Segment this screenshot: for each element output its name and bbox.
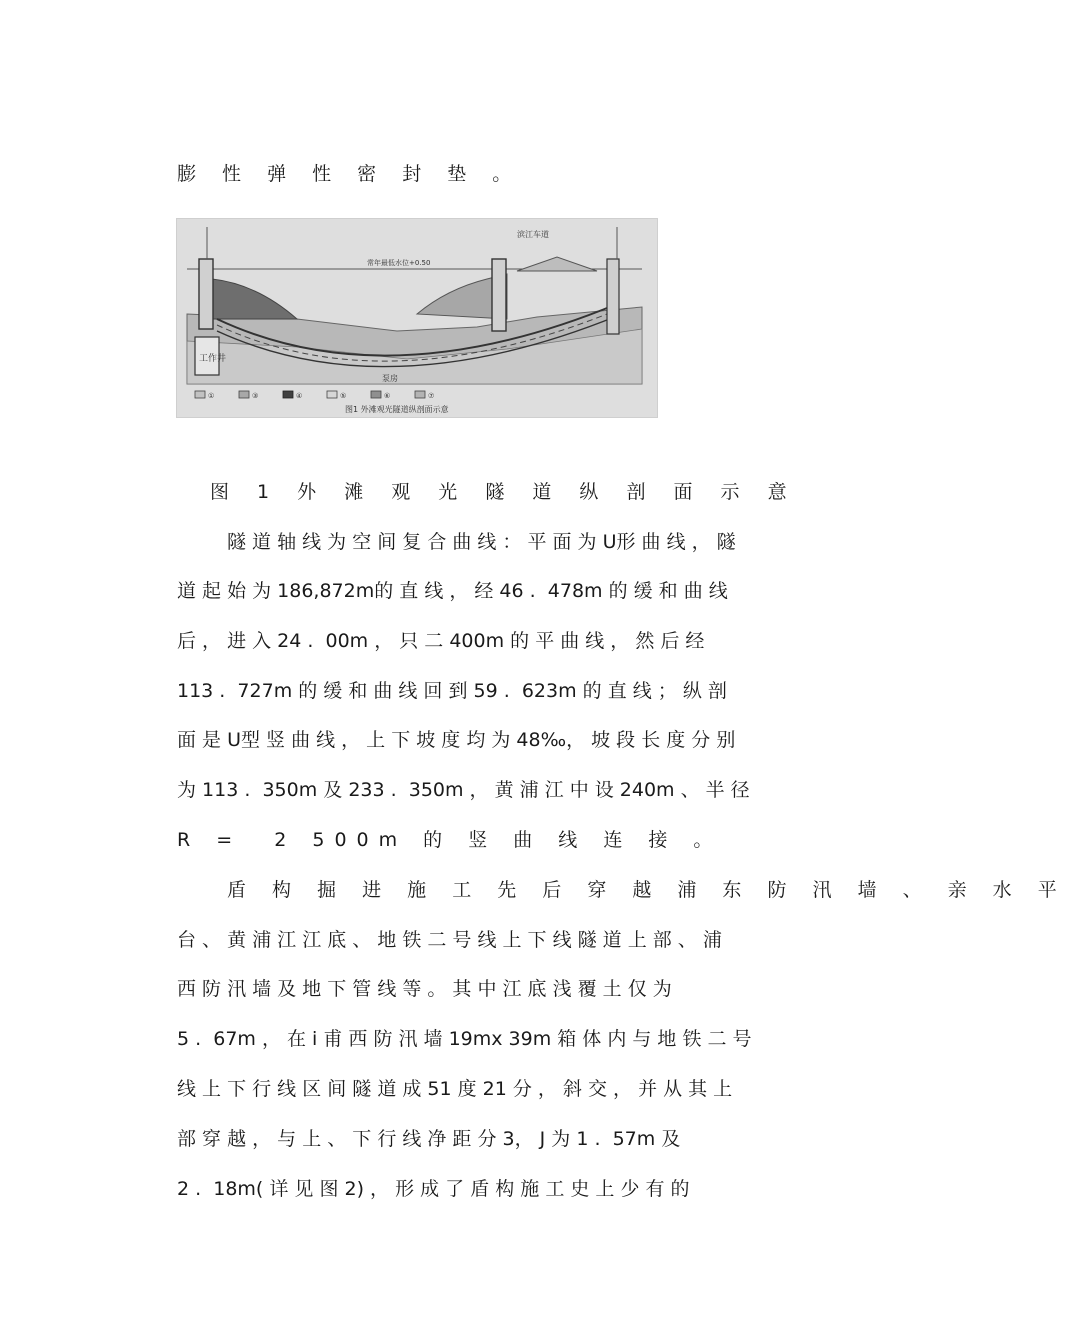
legend-item: ⑤ xyxy=(340,392,347,400)
legend-item: ⑦ xyxy=(428,392,435,400)
paragraph-text: 西 防 汛 墙 及 地 下 管 线 等 。 其 中 江 底 浅 覆 土 仅 为 xyxy=(177,978,672,1000)
intro-text-line xyxy=(177,161,903,187)
paragraph-text: 面 是 U型 竖 曲 线 ， 上 下 坡 度 均 为 48‰， 坡 段 长 度 分 别 xyxy=(177,729,736,751)
paragraph-line xyxy=(227,529,903,555)
paragraph-text: 盾 构 掘 进 施 工 先 后 穿 越 浦 东 防 汛 墙 、 亲 水 平 xyxy=(227,879,1067,901)
paragraph-text: 113 . 727m 的 缓 和 曲 线 回 到 59 . 623m 的 直 线 ； 纵 剖 xyxy=(177,680,727,702)
paragraph-line xyxy=(177,578,903,604)
water-level-label: 常年最低水位+0.50 xyxy=(367,259,431,267)
shaft-label: 工作井 xyxy=(199,354,227,364)
paragraph-text: 部 穿 越 ， 与 上 、 下 行 线 净 距 分 3， J 为 1 . 57m 及 xyxy=(177,1128,681,1150)
figure-inner-caption: 图1 外滩观光隧道纵剖面示意 xyxy=(345,405,449,414)
paragraph-line xyxy=(177,976,833,1002)
paragraph-text: 为 113 . 350m 及 233 . 350m ， 黄 浦 江 中 设 240m 、 半 径 xyxy=(177,779,750,801)
paragraph-text: R = 2 500m 的 竖 曲 线 连 接 。 xyxy=(177,829,723,851)
paragraph-text: 5 . 67m ， 在 i 甫 西 防 汛 墙 19mx 39m 箱 体 内 与 地 铁 二 号 xyxy=(177,1028,752,1050)
paragraph-text: 后 ， 进 入 24 . 00m ， 只 二 400m 的 平 曲 线 ， 然 后 经 xyxy=(177,630,705,652)
paragraph-text: 隧 道 轴 线 为 空 间 复 合 曲 线 ： 平 面 为 U形 曲 线 ， 隧 xyxy=(227,531,736,553)
legend-item: ③ xyxy=(252,392,259,400)
paragraph-text: 线 上 下 行 线 区 间 隧 道 成 51 度 21 分 ， 斜 交 ， 并 从 其 上 xyxy=(177,1078,733,1100)
road-label: 滨江车道 xyxy=(517,230,549,239)
tunnel-profile-drawing xyxy=(177,219,657,417)
legend-item: ④ xyxy=(296,392,303,400)
tunnel-profile-figure xyxy=(176,218,658,418)
paragraph-line xyxy=(177,727,903,753)
paragraph-text: 2 . 18m( 详 见 图 2) ， 形 成 了 盾 构 施 工 史 上 少 有 的 xyxy=(177,1178,690,1200)
legend-item: ① xyxy=(208,392,215,400)
paragraph-line xyxy=(177,827,903,853)
paragraph-line xyxy=(177,1076,903,1102)
paragraph-line xyxy=(177,628,853,654)
paragraph-line xyxy=(227,877,1067,903)
paragraph-line xyxy=(177,777,903,803)
paragraph-line xyxy=(177,1176,851,1202)
paragraph-line xyxy=(177,1126,833,1152)
legend-item: ⑥ xyxy=(384,392,391,400)
intro-text: 膨 性 弹 性 密 封 垫 。 xyxy=(177,163,522,185)
paragraph-text: 台 、 黄 浦 江 江 底 、 地 铁 二 号 线 上 下 线 隧 道 上 部 、 浦 xyxy=(177,929,722,951)
paragraph-text: 道 起 始 为 186,872m的 直 线 ， 经 46 . 478m 的 缓 和 曲 线 xyxy=(177,580,728,602)
paragraph-line xyxy=(177,927,903,953)
paragraph-line xyxy=(177,678,885,704)
figure-caption: 图 1 外 滩 观 光 隧 道 纵 剖 面 示 意 xyxy=(210,481,798,503)
paragraph-line xyxy=(177,1026,903,1052)
pump-room-label: 泵房 xyxy=(382,374,398,383)
